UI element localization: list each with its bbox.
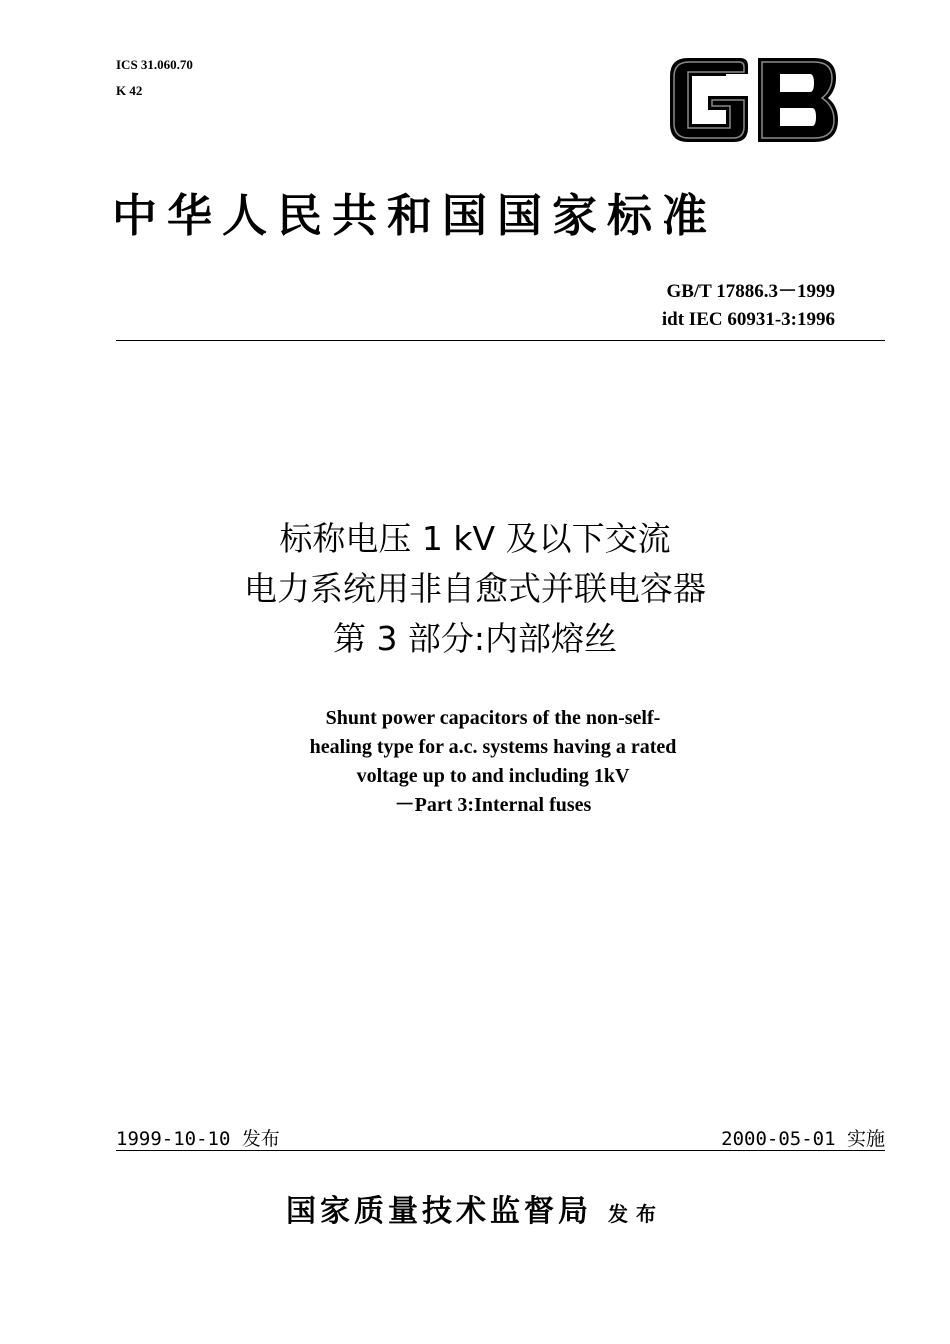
national-standard-title: 中华人民共和国国家标准: [112, 189, 718, 242]
gb-logo: [664, 54, 842, 146]
classification-codes: [116, 52, 193, 104]
english-title-line-3: voltage up to and including 1kV: [356, 765, 630, 787]
english-title: [0, 704, 950, 820]
publisher-organization: 国家质量技术监督局: [286, 1194, 592, 1229]
chinese-title: [0, 514, 950, 664]
publisher: [0, 1186, 950, 1230]
english-title-line-1: Shunt power capacitors of the non-self-: [325, 707, 661, 729]
issue-date: 1999-10-10 发布: [116, 1128, 280, 1150]
english-title-line-4: －Part 3:Internal fuses: [394, 794, 592, 816]
chinese-title-line-1: 标称电压 1 kV 及以下交流: [279, 519, 671, 558]
chinese-title-line-3: 第 3 部分:内部熔丝: [332, 619, 618, 658]
header-divider: [116, 340, 885, 341]
english-title-line-2: healing type for a.c. systems having a rated: [309, 736, 677, 758]
chinese-title-line-2: 电力系统用非自愈式并联电容器: [244, 569, 706, 608]
standard-number: GB/T 17886.3－1999: [666, 281, 835, 302]
standard-numbers: [662, 278, 835, 334]
ccs-code: K 42: [116, 83, 143, 98]
dates-row: [116, 1124, 885, 1150]
publisher-action: 发布: [608, 1202, 664, 1226]
standard-equivalence: idt IEC 60931-3:1996: [661, 309, 835, 330]
ics-code: ICS 31.060.70: [116, 57, 193, 72]
implementation-date: 2000-05-01 实施: [721, 1128, 885, 1150]
gb-logo-mark: [664, 54, 842, 146]
footer-divider: [116, 1150, 885, 1151]
